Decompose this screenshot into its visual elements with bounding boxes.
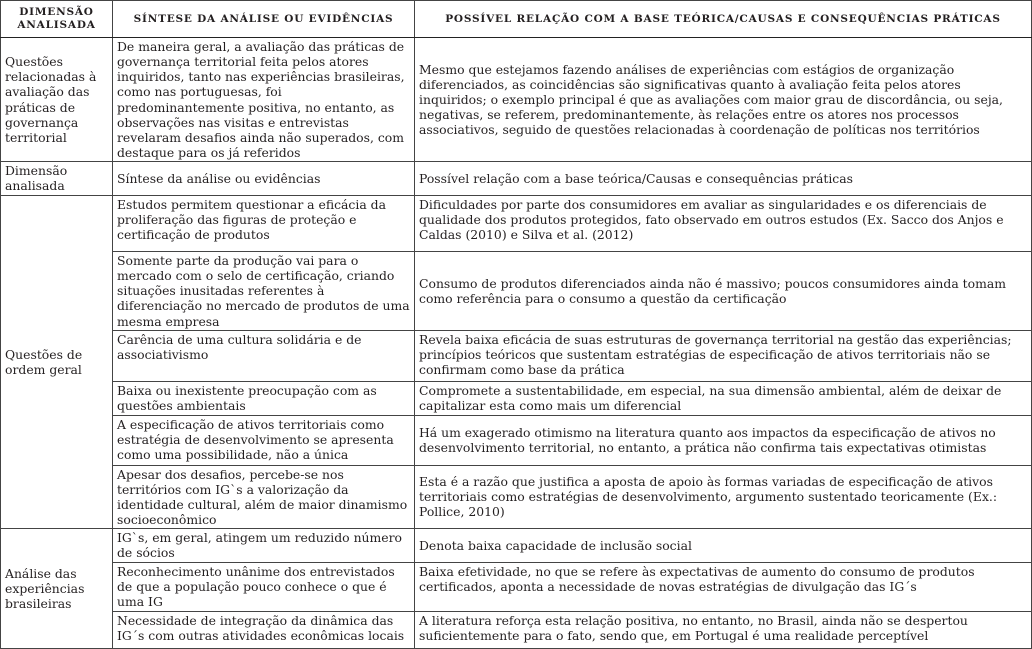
table-row [1,563,1032,611]
synthesis-cell: Somente parte da produção vai para o mercado com o selo de certificação, criando situações inusitadas referentes à diferenciação no mercado de produtos de uma mesma empresa [113,252,415,331]
table-row [1,252,1032,331]
dimension-subheader: Dimensão analisada [1,162,113,196]
table-header-row [1,1,1032,38]
relation-cell: Mesmo que estejamos fazendo análises de experiências com estágios de organização diferenciados, as coincidências são significativas quanto à avaliação feita pelos atores inquiridos; o exemplo principal é que as avaliações com maior grau de discordância, ou seja, negativas, se referem, predominantemente, às relações entre os atores nos processos associativos, seguido de questões relacionadas à coordenação de políticas nos territórios [415,38,1032,162]
synthesis-cell: IG`s, em geral, atingem um reduzido número de sócios [113,529,415,563]
table-row [1,330,1032,381]
table-row [1,529,1032,563]
relation-cell: Denota baixa capacidade de inclusão social [415,529,1032,563]
table-row [1,162,1032,196]
dimension-brazil: Análise das experiências brasileiras [1,529,113,648]
dimension-general: Questões de ordem geral [1,196,113,529]
synthesis-cell: Carência de uma cultura solidária e de associativismo [113,330,415,381]
header-dimension: DIMENSÃO ANALISADA [1,1,113,38]
relation-cell: Esta é a razão que justifica a aposta de apoio às formas variadas de especificação de ativos territoriais como estratégias de desenvolvimento, argumento sustentado teoricamente (Ex.: Pollice, 2010) [415,465,1032,529]
table-row [1,465,1032,529]
synthesis-cell: Apesar dos desafios, percebe-se nos territórios com IG`s a valorização da identidade cultural, além de maior dinamismo socioeconômico [113,465,415,529]
table-row [1,381,1032,415]
relation-cell: Baixa efetividade, no que se refere às expectativas de aumento do consumo de produtos certificados, aponta a necessidade de novas estratégias de divulgação das IG´s [415,563,1032,611]
table-row [1,38,1032,162]
table-row [1,196,1032,252]
synthesis-cell: Síntese da análise ou evidências [113,162,415,196]
synthesis-cell: Estudos permitem questionar a eficácia da proliferação das figuras de proteção e certificação de produtos [113,196,415,252]
synthesis-cell: Reconhecimento unânime dos entrevistados de que a população pouco conhece o que é uma IG [113,563,415,611]
header-relation: POSSÍVEL RELAÇÃO COM A BASE TEÓRICA/CAUSAS E CONSEQUÊNCIAS PRÁTICAS [415,1,1032,38]
dimension-governance: Questões relacionadas à avaliação das práticas de governança territorial [1,38,113,162]
relation-cell: Há um exagerado otimismo na literatura quanto aos impactos da especificação de ativos no desenvolvimento territorial, no entanto, a prática não confirma tais expectativas otimistas [415,415,1032,465]
relation-cell: Consumo de produtos diferenciados ainda não é massivo; poucos consumidores ainda tomam como referência para o consumo a questão da certificação [415,252,1032,331]
synthesis-cell: A especificação de ativos territoriais como estratégia de desenvolvimento se apresenta como uma possibilidade, não a única [113,415,415,465]
table-row [1,415,1032,465]
relation-cell: Compromete a sustentabilidade, em especial, na sua dimensão ambiental, além de deixar de capitalizar esta como mais um diferencial [415,381,1032,415]
relation-cell: Dificuldades por parte dos consumidores em avaliar as singularidades e os diferenciais de qualidade dos produtos protegidos, fato observado em outros estudos (Ex. Sacco dos Anjos e Caldas (2010) e Silva et al. (2012) [415,196,1032,252]
table-row [1,611,1032,648]
relation-cell: A literatura reforça esta relação positiva, no entanto, no Brasil, ainda não se despertou suficientemente para o fato, sendo que, em Portugal é uma realidade perceptível [415,611,1032,648]
header-synthesis: SÍNTESE DA ANÁLISE OU EVIDÊNCIAS [113,1,415,38]
synthesis-cell: Baixa ou inexistente preocupação com as questões ambientais [113,381,415,415]
relation-cell: Possível relação com a base teórica/Causas e consequências práticas [415,162,1032,196]
relation-cell: Revela baixa eficácia de suas estruturas de governança territorial na gestão das experiências; princípios teóricos que sustentam estratégias de especificação de ativos territoriais não se confirmam como base da prática [415,330,1032,381]
synthesis-cell: De maneira geral, a avaliação das práticas de governança territorial feita pelos atores inquiridos, tanto nas experiências brasileiras, como nas portuguesas, foi predominantemente positiva, no entanto, as observações nas visitas e entrevistas revelaram desafios ainda não superados, com destaque para os já referidos [113,38,415,162]
synthesis-cell: Necessidade de integração da dinâmica das IG´s com outras atividades econômicas locais [113,611,415,648]
